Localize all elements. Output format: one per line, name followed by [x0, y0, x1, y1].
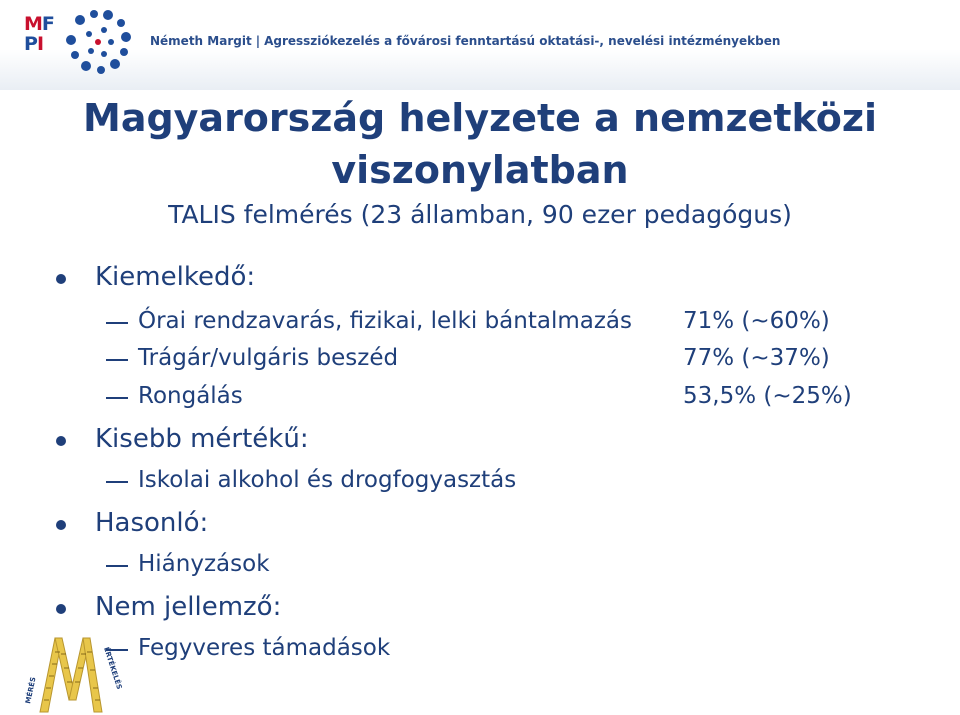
meres-ertekeles-logo-icon: [18, 630, 128, 715]
dash-icon: [106, 481, 128, 483]
sub-item-value: 71% (~60%): [683, 308, 830, 334]
sub-item-text: Órai rendzavarás, fizikai, lelki bántalmazás: [138, 308, 633, 334]
bullet-dot-icon: [56, 604, 66, 614]
logo-word-ertekeles: ÉRTÉKELÉS: [102, 646, 124, 691]
bullet-label: Hasonló:: [95, 508, 209, 538]
sub-item-value: 77% (~37%): [683, 345, 830, 371]
dash-icon: [106, 322, 128, 324]
bullet-dot-icon: [56, 274, 66, 284]
dash-icon: [106, 397, 128, 399]
header-author: Németh Margit: [150, 34, 252, 48]
title-line-1: Magyarország helyzete a nemzetközi: [83, 96, 877, 140]
sub-item-text: Rongálás: [138, 383, 243, 409]
dash-icon: [106, 359, 128, 361]
bullet-dot-icon: [56, 520, 66, 530]
slide-subtitle: TALIS felmérés (23 államban, 90 ezer pedagógus): [168, 200, 792, 229]
sub-item-text: Hiányzások: [138, 551, 270, 577]
title-line-2: viszonylatban: [331, 148, 629, 192]
bullet-dot-icon: [56, 436, 66, 446]
bullet-label: Kiemelkedő:: [95, 262, 256, 292]
sub-item-text: Trágár/vulgáris beszéd: [138, 345, 399, 371]
bullet-label: Nem jellemző:: [95, 592, 282, 622]
bullet-label: Kisebb mértékű:: [95, 424, 309, 454]
sub-item-text: Fegyveres támadások: [138, 635, 391, 661]
sub-item-text: Iskolai alkohol és drogfogyasztás: [138, 467, 517, 493]
header-separator: |: [255, 34, 261, 48]
header-topic: Agressziókezelés a fővárosi fenntartású oktatási-, nevelési intézményekben: [264, 34, 781, 48]
dash-icon: [106, 565, 128, 567]
logo-word-meres: MÉRÉS: [24, 676, 38, 705]
mfpi-logo: MF PI: [24, 13, 54, 55]
sub-item-value: 53,5% (~25%): [683, 383, 852, 409]
